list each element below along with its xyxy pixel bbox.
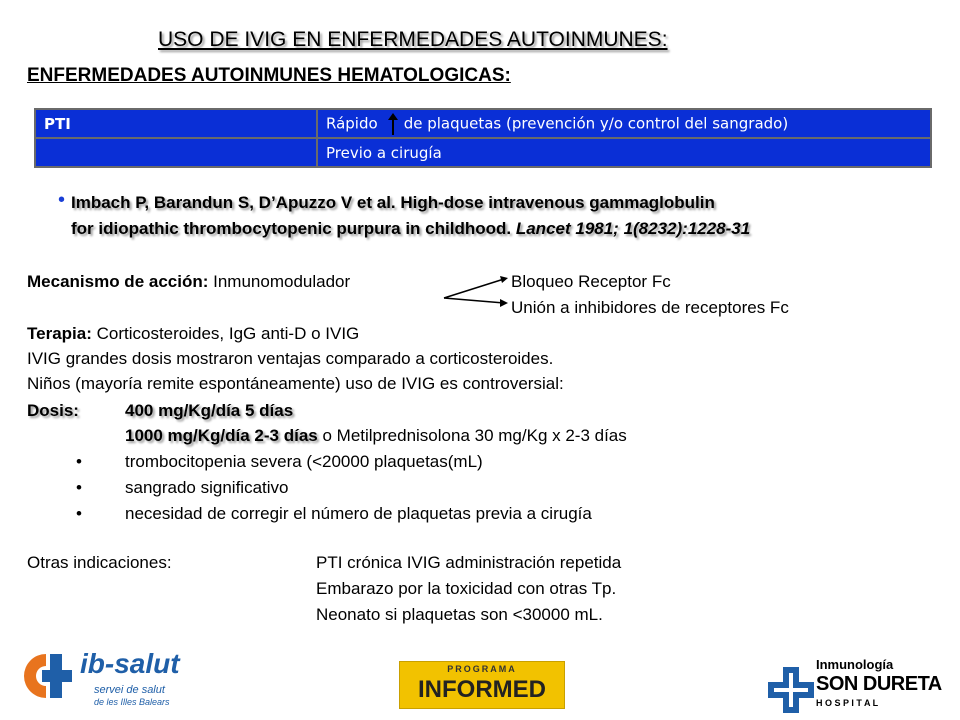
up-arrow-icon — [388, 113, 398, 135]
dose-2: 1000 mg/Kg/día 2-3 días o Metilprednisolona 30 mg/Kg x 2-3 días — [125, 426, 627, 445]
dose-label: Dosis: — [27, 401, 79, 420]
informed-top: PROGRAMA — [447, 664, 517, 674]
table-text-after: de plaquetas (prevención y/o control del sangrado) — [403, 114, 789, 132]
ibsalut-tag-1: servei de salut — [94, 684, 165, 696]
reference-line-1: Imbach P, Barandun S, D’Apuzzo V et al. High-dose intravenous gammaglobulin — [71, 193, 715, 212]
list-item: necesidad de corregir el número de plaquetas previa a cirugía — [125, 504, 592, 523]
ibsalut-logo — [20, 648, 180, 714]
section-subtitle: ENFERMEDADES AUTOINMUNES HEMATOLOGICAS: — [27, 65, 511, 86]
reference-citation: Lancet 1981; 1(8232):1228-31 — [515, 219, 751, 238]
list-item: sangrado significativo — [125, 478, 289, 497]
bullet-icon: • — [76, 504, 82, 523]
dose-1: 400 mg/Kg/día 5 días — [125, 401, 294, 420]
table-row — [35, 138, 931, 167]
branch-arrows-icon — [442, 270, 512, 310]
informed-main: INFORMED — [418, 676, 546, 703]
other-indication-item: Embarazo por la toxicidad con otras Tp. — [316, 579, 617, 598]
mechanism-branch-1: Bloqueo Receptor Fc — [511, 272, 671, 291]
note-line: Niños (mayoría remite espontáneamente) uso de IVIG es controversial: — [27, 374, 564, 393]
list-item: trombocitopenia severa (<20000 plaquetas(mL) — [125, 452, 483, 471]
therapy-line — [27, 322, 359, 345]
indication-table — [34, 108, 932, 168]
note-line: IVIG grandes dosis mostraron ventajas comparado a corticosteroides. — [27, 349, 554, 368]
ibsalut-name: ib-salut — [80, 648, 180, 679]
other-indication-item: Neonato si plaquetas son <30000 mL. — [316, 605, 603, 624]
mechanism-label: Mecanismo de acción: — [27, 272, 209, 291]
dose-2-rest: o Metilprednisolona 30 mg/Kg x 2-3 días — [322, 426, 627, 445]
mechanism-line — [27, 270, 350, 293]
mechanism-branch-2: Unión a inhibidores de receptores Fc — [511, 298, 789, 317]
ibsalut-symbol-icon — [20, 650, 78, 702]
therapy-value: Corticosteroides, IgG anti-D o IVIG — [96, 324, 360, 343]
table-text-before: Rápido — [326, 114, 378, 132]
bullet-icon: • — [58, 189, 66, 211]
page-title: USO DE IVIG EN ENFERMEDADES AUTOINMUNES: — [158, 28, 668, 51]
ibsalut-tag-2: de les Illes Balears — [94, 697, 170, 707]
table-row — [35, 109, 931, 138]
table-cell-label — [35, 138, 317, 167]
table-cell-text — [317, 109, 931, 138]
hospital-cross-icon — [768, 667, 814, 713]
other-indications-label: Otras indicaciones: — [27, 553, 172, 572]
bullet-icon: • — [76, 478, 82, 497]
bullet-icon: • — [76, 452, 82, 471]
informed-logo — [399, 661, 565, 709]
sondureta-main: SON DURETA — [816, 673, 942, 695]
mechanism-value: Inmunomodulador — [213, 272, 351, 291]
table-cell-text: Previo a cirugía — [317, 138, 931, 167]
sondureta-logo — [768, 657, 942, 715]
sondureta-bottom: H O S P I T A L — [816, 698, 879, 708]
therapy-label: Terapia: — [27, 324, 92, 343]
table-cell-label: PTI — [35, 109, 317, 138]
reference-title-end: for idiopathic thrombocytopenic purpura in childhood. — [71, 219, 512, 238]
reference-line-2 — [71, 216, 750, 242]
sondureta-top: Inmunología — [816, 657, 894, 672]
other-indication-item: PTI crónica IVIG administración repetida — [316, 553, 622, 572]
